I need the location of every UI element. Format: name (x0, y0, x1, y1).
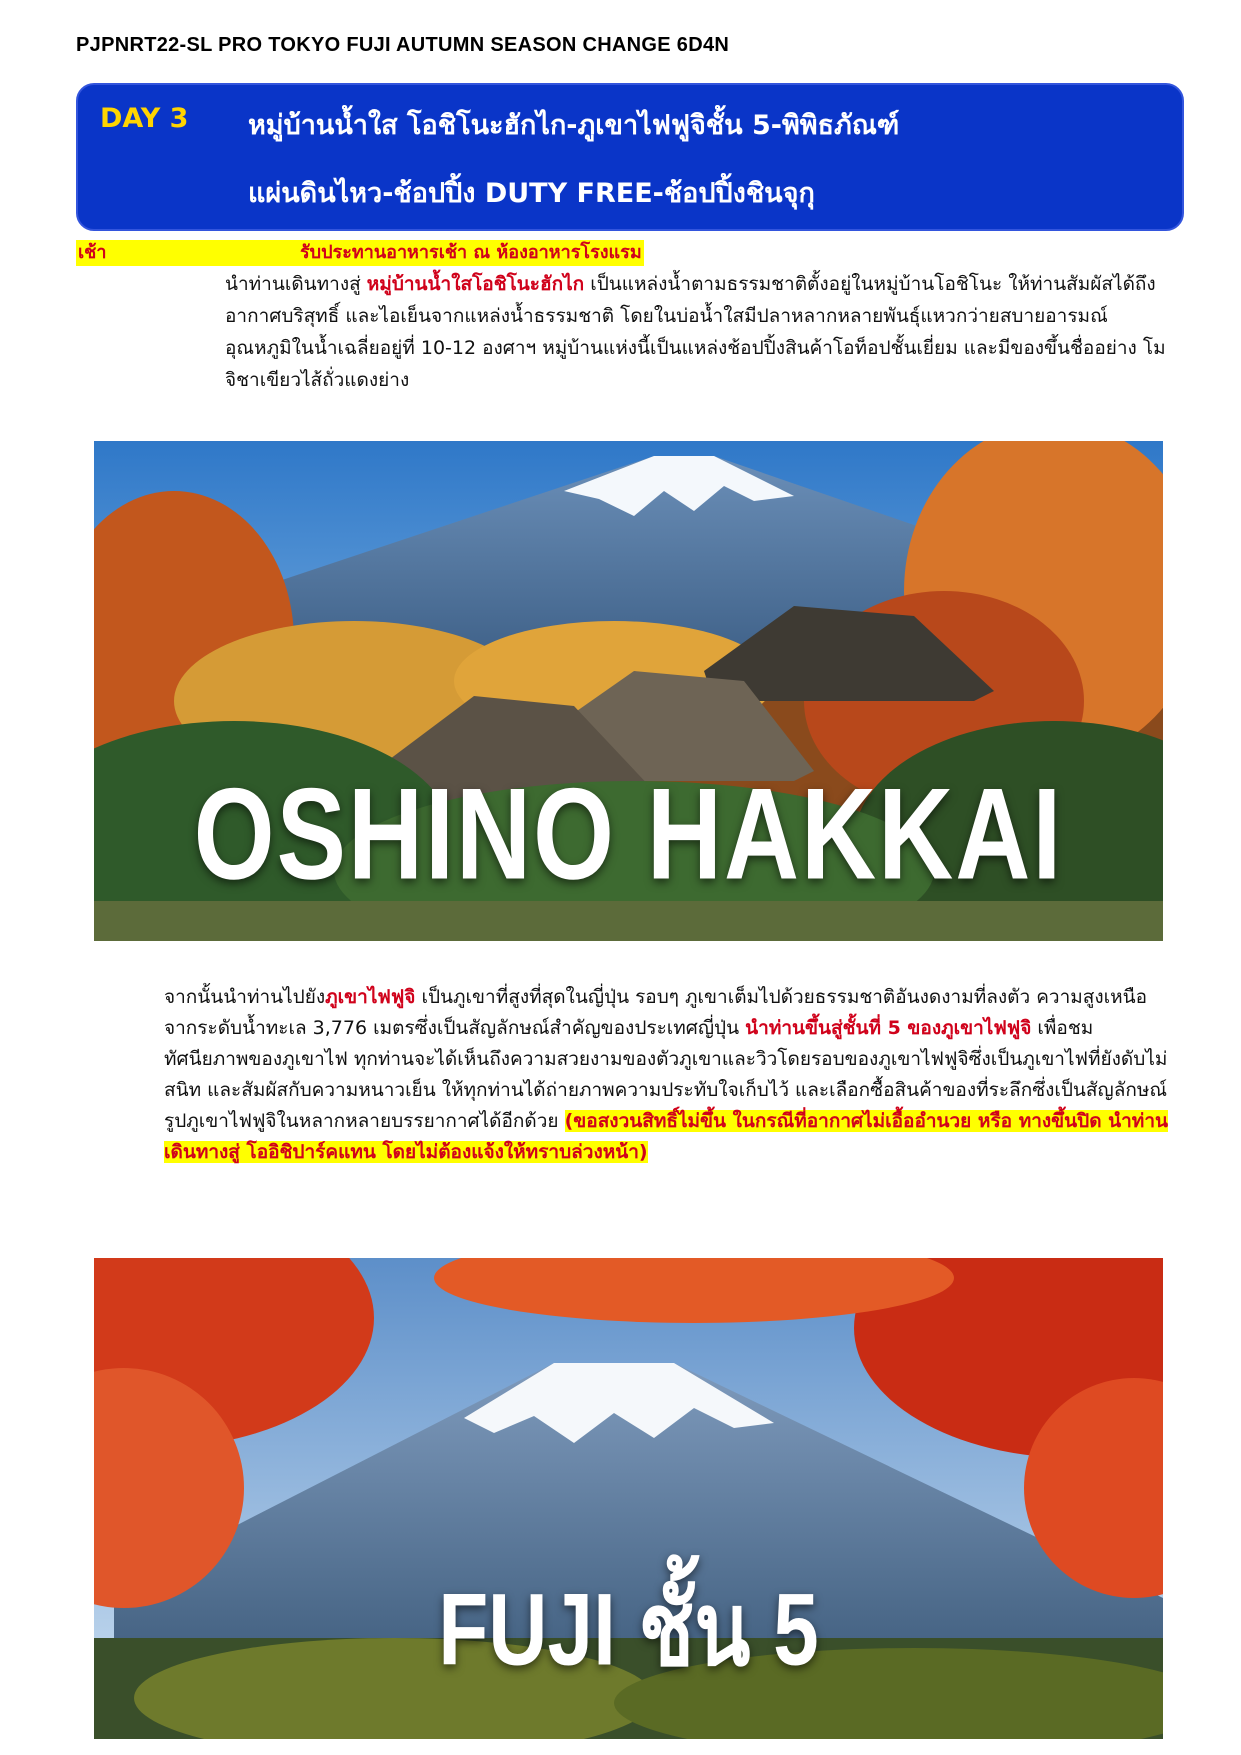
breakfast-text: รับประทานอาหารเช้า ณ ห้องอาหารโรงแรม (228, 240, 644, 266)
p1-body: เป็นแหล่งน้ำตามธรรมชาติตั้งอยู่ในหมู่บ้านโอชิโนะ ให้ท่านสัมผัสได้ถึงอากาศบริสุทธิ์ และไอเย็นจากแหล่งน้ำธรรมชาติ โดยในบ่อน้ำใสมีปลาหลากหลายพันธุ์แหวกว่ายสบายอารมณ์ อุณหภูมิในน้ำเฉลี่ยอยู่ที่ 10-12 องศาฯ หมู่บ้านแห่งนี้เป็นแหล่งช้อปปิ้งสินค้าโอท็อปชั้นเยี่ยม และมีของขึ้นชื่ออย่าง โมจิชาเขียวไส้ถั่วแดงย่าง (225, 273, 1166, 391)
p2-highlight-fuji: ภูเขาไฟฟูจิ (325, 986, 416, 1008)
oshino-hakkai-photo (94, 441, 1163, 941)
p2-intro: จากนั้นนำท่านไปยัง (164, 986, 326, 1008)
oshino-hakkai-paragraph (225, 268, 1170, 396)
fuji-overlay-title: FUJI ชั้น 5 (438, 1573, 819, 1687)
p2-disclaimer-note: (ขอสงวนสิทธิ์ไม่ขึ้น ในกรณีที่อากาศไม่เอื้ออำนวย หรือ ทางขึ้นปิด นำท่านเดินทางสู่ โออิชิปาร์คแทน โดยไม่ต้องแจ้งให้ทราบล่วงหน้า) (164, 1110, 1168, 1163)
morning-label: เช้า (76, 240, 228, 266)
day-title-line-2: แผ่นดินไหว-ช้อปปิ้ง DUTY FREE-ช้อปปิ้งชินจุกุ (248, 178, 815, 209)
fuji-5th-station-photo (94, 1258, 1163, 1739)
p1-highlight: หมู่บ้านน้ำใสโอชิโนะฮักไก (366, 273, 585, 295)
fuji-paragraph (164, 982, 1172, 1168)
day-label: DAY 3 (100, 103, 189, 134)
tour-code-header: PJPNRT22-SL PRO TOKYO FUJI AUTUMN SEASON CHANGE 6D4N (76, 34, 730, 56)
day-banner (76, 83, 1184, 231)
p2-body-2: เพื่อชมทัศนียภาพของภูเขาไฟ ทุกท่านจะได้เห็นถึงความสวยงามของตัวภูเขาและวิวโดยรอบของภูเขาไฟฟูจิซึ่งเป็นภูเขาไฟที่ยังดับไม่สนิท และสัมผัสกับความหนาวเย็น ให้ทุกท่านได้ถ่ายภาพความประทับใจเก็บไว้ และเลือกซื้อสินค้าของที่ระลึกซึ่งเป็นสัญลักษณ์รูปภูเขาไฟฟูจิในหลากหลายบรรยากาศได้อีกด้วย (164, 1017, 1168, 1132)
p1-intro: นำท่านเดินทางสู่ (225, 273, 367, 295)
oshino-hakkai-overlay-title: OSHINO HAKKAI (193, 762, 1064, 908)
p2-highlight-station5: นำท่านขึ้นสู่ชั้นที่ 5 ของภูเขาไฟฟูจิ (745, 1017, 1032, 1039)
day-title-line-1: หมู่บ้านน้ำใส โอชิโนะฮักไก-ภูเขาไฟฟูจิชั้น 5-พิพิธภัณฑ์ (248, 110, 900, 141)
p2-body-1: เป็นภูเขาที่สูงที่สุดในญี่ปุ่น รอบๆ ภูเขาเต็มไปด้วยธรรมชาติอันงดงามที่ลงตัว ความสูงเหนือจากระดับน้ำทะเล 3,776 เมตรซึ่งเป็นสัญลักษณ์สำคัญของประเทศญี่ปุ่น (164, 986, 1148, 1039)
